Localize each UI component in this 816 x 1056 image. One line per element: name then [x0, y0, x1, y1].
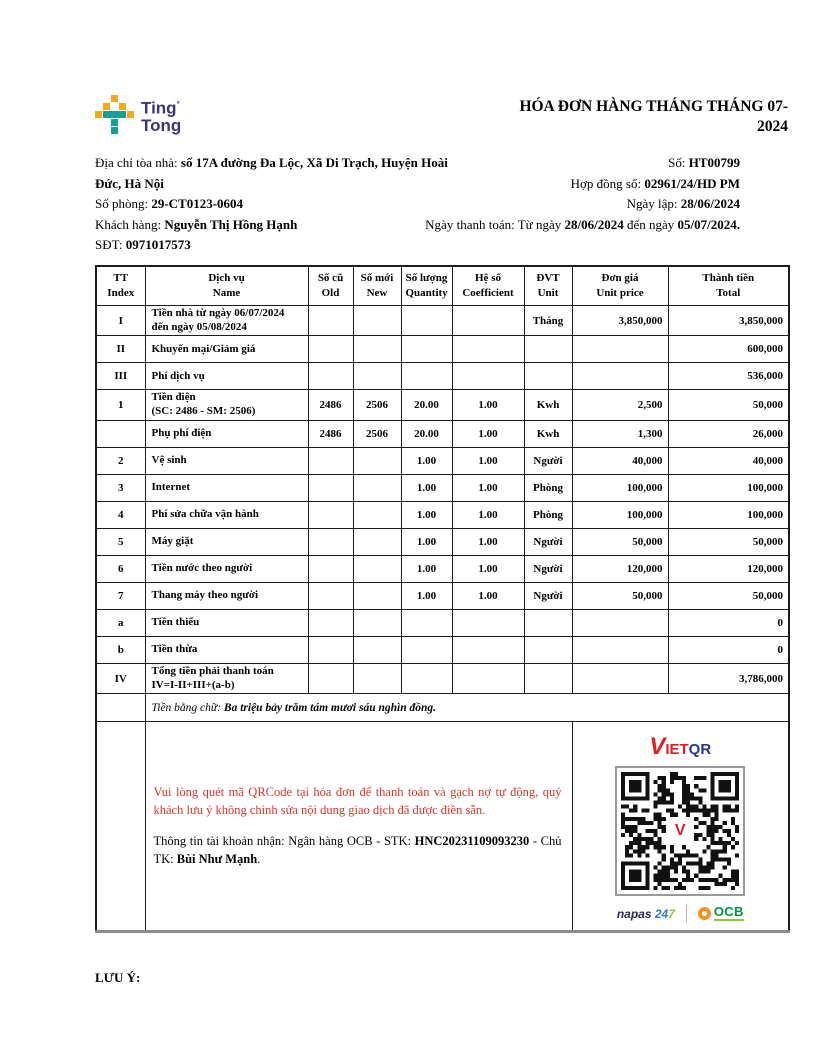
cell-coef: 1.00: [452, 447, 524, 474]
invoice-info: [95, 153, 788, 256]
cell-total: 600,000: [668, 336, 789, 363]
cell-price: [572, 663, 668, 694]
amount-in-words-label: Tiền bằng chữ:: [151, 701, 224, 714]
info-line: Ngày thanh toán: Từ ngày 28/06/2024 đến ngày 05/07/2024.: [425, 216, 740, 232]
cell-price: [572, 609, 668, 636]
qr-code: [615, 766, 745, 896]
cell-qty: [401, 636, 452, 663]
cell-old: [308, 663, 353, 694]
cell-old: 2486: [308, 420, 353, 447]
cell-coef: 1.00: [452, 501, 524, 528]
cell-unit: Kwh: [524, 420, 572, 447]
cell-new: 2506: [353, 420, 401, 447]
cell-qty: [401, 336, 452, 363]
cell-old: [308, 636, 353, 663]
cell-new: [353, 555, 401, 582]
cell-tt: II: [96, 336, 145, 363]
cell-total: 3,850,000: [668, 305, 789, 336]
cell-price: [572, 336, 668, 363]
brand-trademark: °: [176, 100, 180, 109]
cell-old: [308, 609, 353, 636]
cell-qty: [401, 305, 452, 336]
cell-total: 100,000: [668, 501, 789, 528]
cell-old: [308, 363, 353, 390]
napas-247-logo: napas 247: [616, 906, 675, 921]
cell-price: 100,000: [572, 474, 668, 501]
cell-tt: 5: [96, 528, 145, 555]
cell-new: [353, 501, 401, 528]
cell-qty: 20.00: [401, 420, 452, 447]
table-header-row: [96, 266, 789, 306]
cell-coef: 1.00: [452, 582, 524, 609]
cell-unit: Tháng: [524, 305, 572, 336]
cell-qty: 1.00: [401, 555, 452, 582]
column-header: Số cũ Old: [308, 266, 353, 306]
tingtong-logo: [95, 93, 181, 134]
cell-coef: [452, 663, 524, 694]
tingtong-logo-icon: [95, 95, 134, 134]
cell-coef: [452, 363, 524, 390]
cell-tt: 3: [96, 474, 145, 501]
cell-tt: 1: [96, 390, 145, 421]
info-line: Số: HT00799: [668, 155, 740, 170]
cell-qty: [401, 363, 452, 390]
cell-qty: 1.00: [401, 528, 452, 555]
cell-name: Internet: [145, 474, 308, 501]
cell-name: Phí dịch vụ: [145, 363, 308, 390]
service-row: [96, 636, 789, 663]
vietqr-v: V: [649, 732, 666, 760]
cell-price: 1,300: [572, 420, 668, 447]
cell-unit: [524, 636, 572, 663]
cell-tt: I: [96, 305, 145, 336]
service-row: [96, 336, 789, 363]
cell-qty: 1.00: [401, 582, 452, 609]
cell-empty: [96, 722, 145, 932]
invoice-header: [95, 93, 788, 137]
info-line: SĐT: 0971017573: [95, 237, 191, 253]
cell-total: 26,000: [668, 420, 789, 447]
qr-center-logo: V: [669, 820, 691, 842]
cell-unit: [524, 363, 572, 390]
cell-unit: [524, 336, 572, 363]
column-header: TT Index: [96, 266, 145, 306]
table-header: [96, 266, 789, 306]
cell-new: [353, 305, 401, 336]
vietqr-iet: IET: [665, 740, 689, 758]
cell-new: [353, 609, 401, 636]
cell-new: [353, 582, 401, 609]
tingtong-logo-text: [141, 96, 181, 134]
info-line: Địa chỉ tòa nhà: số 17A đường Đa Lộc, Xã Di Trạch, Huyện Hoài Đức, Hà Nội: [95, 155, 448, 191]
cell-total: 50,000: [668, 582, 789, 609]
cell-total: 50,000: [668, 390, 789, 421]
service-row: [96, 363, 789, 390]
ocb-icon: [698, 907, 711, 920]
cell-new: [353, 363, 401, 390]
cell-qty: 20.00: [401, 390, 452, 421]
column-header: Dịch vụ Name: [145, 266, 308, 306]
cell-unit: Người: [524, 528, 572, 555]
cell-price: [572, 363, 668, 390]
cell-qty: [401, 663, 452, 694]
cell-old: [308, 528, 353, 555]
cell-tt: a: [96, 609, 145, 636]
cell-unit: Người: [524, 555, 572, 582]
cell-coef: [452, 336, 524, 363]
cell-old: 2486: [308, 390, 353, 421]
cell-coef: 1.00: [452, 555, 524, 582]
cell-price: 120,000: [572, 555, 668, 582]
service-row: [96, 555, 789, 582]
cell-new: [353, 447, 401, 474]
cell-coef: 1.00: [452, 474, 524, 501]
amount-in-words-cell: [145, 694, 789, 722]
cell-tt: b: [96, 636, 145, 663]
cell-tt: [96, 420, 145, 447]
cell-tt: 6: [96, 555, 145, 582]
cell-unit: [524, 663, 572, 694]
cell-new: [353, 336, 401, 363]
invoice-page: [95, 0, 788, 986]
cell-total: 536,000: [668, 363, 789, 390]
service-row: [96, 528, 789, 555]
service-row: [96, 305, 789, 336]
cell-coef: [452, 609, 524, 636]
cell-total: 120,000: [668, 555, 789, 582]
info-line: Khách hàng: Nguyễn Thị Hồng Hạnh: [95, 216, 298, 232]
logo-divider: [686, 905, 687, 923]
cell-tt: 4: [96, 501, 145, 528]
cell-price: 3,850,000: [572, 305, 668, 336]
cell-empty: [96, 694, 145, 722]
service-row: [96, 609, 789, 636]
table-body: [96, 305, 789, 694]
qr-payment-note: Vui lòng quét mã QRCode tại hóa đơn để thanh toán và gạch nợ tự động, quý khách lưu ý không chỉnh sửa nội dung giao dịch đã được điền sẵn.: [153, 785, 562, 818]
cell-old: [308, 474, 353, 501]
footer-note-label: LƯU Ý:: [95, 970, 141, 986]
cell-unit: [524, 609, 572, 636]
cell-old: [308, 336, 353, 363]
table-footer-rows: [96, 694, 789, 932]
cell-old: [308, 501, 353, 528]
service-row: [96, 582, 789, 609]
cell-old: [308, 582, 353, 609]
qr-code-cell: [572, 722, 789, 932]
column-header: Số mới New: [353, 266, 401, 306]
cell-name: Tiền nước theo người: [145, 555, 308, 582]
invoice-table: [95, 265, 790, 934]
cell-price: 2,500: [572, 390, 668, 421]
cell-unit: Người: [524, 447, 572, 474]
service-row: [96, 663, 789, 694]
service-row: [96, 447, 789, 474]
info-right-column: [425, 153, 740, 235]
cell-old: [308, 555, 353, 582]
cell-coef: 1.00: [452, 420, 524, 447]
cell-tt: 7: [96, 582, 145, 609]
service-row: [96, 390, 789, 421]
amount-in-words-value: Ba triệu bảy trăm tám mươi sáu nghìn đồng.: [223, 701, 437, 714]
cell-total: 3,786,000: [668, 663, 789, 694]
cell-tt: III: [96, 363, 145, 390]
cell-name: Tiền nhà từ ngày 06/07/2024 đến ngày 05/08/2024: [145, 305, 308, 336]
cell-qty: [401, 609, 452, 636]
cell-unit: Phòng: [524, 474, 572, 501]
cell-old: [308, 305, 353, 336]
cell-total: 50,000: [668, 528, 789, 555]
column-header: Số lượng Quantity: [401, 266, 452, 306]
cell-name: Thang máy theo người: [145, 582, 308, 609]
invoice-title: HÓA ĐƠN HÀNG THÁNG THÁNG 07-2024: [519, 98, 788, 135]
column-header: Đơn giá Unit price: [572, 266, 668, 306]
cell-name: Tiền thiếu: [145, 609, 308, 636]
cell-total: 0: [668, 636, 789, 663]
payment-row: [96, 722, 789, 932]
cell-coef: 1.00: [452, 528, 524, 555]
brand-name-top: Ting: [141, 98, 177, 118]
cell-new: [353, 528, 401, 555]
cell-new: 2506: [353, 390, 401, 421]
cell-coef: [452, 636, 524, 663]
cell-new: [353, 636, 401, 663]
cell-tt: 2: [96, 447, 145, 474]
payment-text-cell: [145, 722, 572, 932]
vietqr-qr: QR: [688, 740, 712, 758]
info-line: Số phòng: 29-CT0123-0604: [95, 196, 244, 212]
column-header: ĐVT Unit: [524, 266, 572, 306]
cell-price: [572, 636, 668, 663]
cell-coef: 1.00: [452, 390, 524, 421]
cell-name: Tiền thừa: [145, 636, 308, 663]
cell-tt: IV: [96, 663, 145, 694]
payment-network-logos: [577, 905, 785, 923]
info-left-column: [95, 153, 465, 256]
account-info: Thông tin tài khoản nhận: Ngân hàng OCB - STK: HNC20231109093230 - Chủ TK: Bùi Như Mạnh.: [153, 833, 562, 866]
cell-name: Máy giặt: [145, 528, 308, 555]
brand-name-bottom: Tong: [141, 115, 182, 135]
cell-unit: Phòng: [524, 501, 572, 528]
cell-new: [353, 474, 401, 501]
cell-name: Tiền điện (SC: 2486 - SM: 2506): [145, 390, 308, 421]
column-header: Hệ số Coefficient: [452, 266, 524, 306]
cell-new: [353, 663, 401, 694]
cell-price: 40,000: [572, 447, 668, 474]
cell-unit: Người: [524, 582, 572, 609]
cell-name: Phụ phí điện: [145, 420, 308, 447]
cell-qty: 1.00: [401, 474, 452, 501]
service-row: [96, 474, 789, 501]
cell-total: 0: [668, 609, 789, 636]
cell-coef: [452, 305, 524, 336]
cell-name: Phí sửa chữa vận hành: [145, 501, 308, 528]
ocb-bank-logo: OCB: [698, 906, 744, 921]
cell-unit: Kwh: [524, 390, 572, 421]
amount-in-words-row: [96, 694, 789, 722]
cell-total: 100,000: [668, 474, 789, 501]
cell-price: 50,000: [572, 528, 668, 555]
cell-name: Tổng tiền phải thanh toán IV=I-II+III+(a-b): [145, 663, 308, 694]
cell-name: Khuyến mại/Giảm giá: [145, 336, 308, 363]
cell-old: [308, 447, 353, 474]
service-row: [96, 420, 789, 447]
cell-total: 40,000: [668, 447, 789, 474]
info-line: Ngày lập: 28/06/2024: [626, 196, 740, 212]
cell-name: Vệ sinh: [145, 447, 308, 474]
vietqr-logo: [577, 732, 785, 763]
cell-qty: 1.00: [401, 447, 452, 474]
column-header: Thành tiền Total: [668, 266, 789, 306]
service-row: [96, 501, 789, 528]
info-line: Hợp đồng số: 02961/24/HD PM: [570, 175, 740, 191]
cell-qty: 1.00: [401, 501, 452, 528]
cell-price: 100,000: [572, 501, 668, 528]
cell-price: 50,000: [572, 582, 668, 609]
